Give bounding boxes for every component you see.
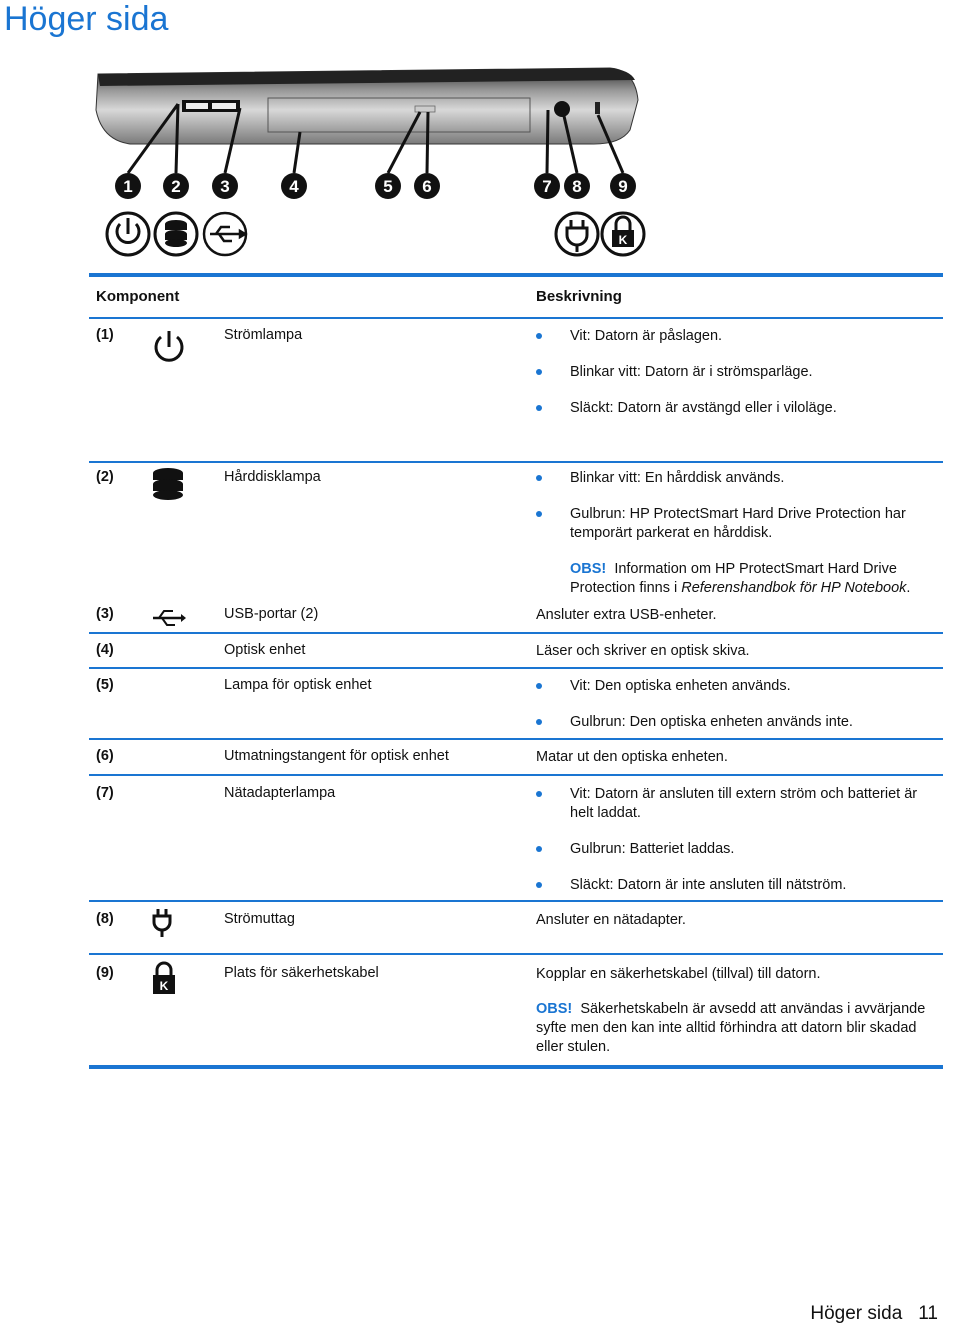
description: Matar ut den optiska enheten. bbox=[536, 749, 728, 765]
component-name: Nätadapterlampa bbox=[224, 785, 336, 801]
table-row bbox=[89, 955, 943, 1065]
description: Ansluter en nätadapter. bbox=[536, 912, 686, 928]
component-name: Strömuttag bbox=[224, 911, 295, 927]
callout-1 bbox=[115, 173, 141, 199]
hard-drive-icon bbox=[151, 467, 185, 503]
page-footer bbox=[794, 1303, 938, 1325]
row-number: (5) bbox=[96, 677, 114, 693]
usb-icon bbox=[204, 213, 246, 255]
description: Kopplar en säkerhetskabel (tillval) till datorn. bbox=[536, 966, 821, 982]
laptop-right-side-figure bbox=[90, 60, 650, 270]
svg-text:1: 1 bbox=[123, 177, 133, 196]
callout-3 bbox=[212, 173, 238, 199]
component-name: USB-portar (2) bbox=[224, 606, 319, 622]
svg-text:9: 9 bbox=[618, 177, 628, 196]
row-number: (8) bbox=[96, 911, 114, 927]
component-name: Optisk enhet bbox=[224, 642, 306, 658]
power-icon bbox=[151, 329, 187, 365]
power-plug-icon bbox=[556, 213, 598, 255]
callout-5 bbox=[375, 173, 401, 199]
component-name: Plats för säkerhetskabel bbox=[224, 965, 379, 981]
callout-8 bbox=[564, 173, 590, 199]
row-number: (2) bbox=[96, 469, 114, 485]
power-icon bbox=[107, 213, 149, 255]
description: Läser och skriver en optisk skiva. bbox=[536, 643, 750, 659]
callout-7 bbox=[534, 173, 560, 199]
component-table bbox=[89, 273, 943, 1069]
hard-drive-icon bbox=[155, 213, 197, 255]
header-component: Komponent bbox=[96, 288, 180, 305]
footer-title: Höger sida bbox=[810, 1303, 903, 1324]
svg-text:K: K bbox=[159, 979, 169, 993]
page-title: Höger sida bbox=[4, 0, 169, 38]
svg-text:4: 4 bbox=[289, 177, 299, 196]
power-plug-icon bbox=[151, 908, 173, 938]
row-number: (9) bbox=[96, 965, 114, 981]
table-row bbox=[89, 902, 943, 955]
row-number: (3) bbox=[96, 606, 114, 622]
svg-text:8: 8 bbox=[572, 177, 582, 196]
svg-text:3: 3 bbox=[220, 177, 230, 196]
row-number: (1) bbox=[96, 327, 114, 343]
table-row bbox=[89, 740, 943, 776]
row-number: (6) bbox=[96, 748, 114, 764]
page-number: 11 bbox=[918, 1303, 938, 1324]
lock-icon bbox=[602, 213, 644, 255]
svg-text:6: 6 bbox=[422, 177, 432, 196]
callout-4 bbox=[281, 173, 307, 199]
callout-9 bbox=[610, 173, 636, 199]
table-row: (2) Hårddisklampa Blinkar vitt: En hårddisk används. Gulbrun: HP ProtectSmart Hard Drive Protection har temporärt parkerat en hårddisk. OBS! Information om HP ProtectSmart Hard Drive Protection finns i Referenshandbok för HP Notebook. (3) USB-portar (2) Ansluter extra USB-enheter. bbox=[89, 463, 943, 634]
table-row: (5) Lampa för optisk enhet Vit: Den optiska enheten används. Gulbrun: Den optiska enheten används inte. bbox=[89, 669, 943, 740]
row-number: (4) bbox=[96, 642, 114, 658]
note: OBS! Information om HP ProtectSmart Hard Drive Protection finns i Referenshandbok för HP Notebook. bbox=[570, 561, 911, 596]
svg-text:K: K bbox=[618, 233, 628, 247]
component-name: Lampa för optisk enhet bbox=[224, 677, 372, 693]
callout-2 bbox=[163, 173, 189, 199]
callout-6 bbox=[414, 173, 440, 199]
svg-text:2: 2 bbox=[171, 177, 181, 196]
svg-text:7: 7 bbox=[542, 177, 552, 196]
table-row: (7) Nätadapterlampa Vit: Datorn är ansluten till extern ström och batteriet är helt laddat. Gulbrun: Batteriet laddas. Släckt: Datorn är inte ansluten till nätström. bbox=[89, 776, 943, 902]
header-description: Beskrivning bbox=[536, 288, 622, 305]
table-row bbox=[89, 634, 943, 669]
description: Ansluter extra USB-enheter. bbox=[536, 607, 717, 623]
row-number: (7) bbox=[96, 785, 114, 801]
note: OBS! Säkerhetskabeln är avsedd att användas i avvärjande syfte men den kan inte alltid förhindra att datorn blir skadad eller stulen. bbox=[536, 1001, 926, 1055]
svg-text:5: 5 bbox=[383, 177, 393, 196]
table-header bbox=[89, 277, 943, 319]
component-name: Utmatningstangent för optisk enhet bbox=[224, 748, 449, 764]
usb-icon bbox=[151, 607, 187, 629]
table-row: (1) Strömlampa Vit: Datorn är påslagen. Blinkar vitt: Datorn är i strömsparläge. Släckt: Datorn är avstängd eller i viloläge. bbox=[89, 319, 943, 463]
component-name: Hårddisklampa bbox=[224, 469, 321, 485]
component-name: Strömlampa bbox=[224, 327, 303, 343]
lock-icon bbox=[151, 961, 177, 995]
